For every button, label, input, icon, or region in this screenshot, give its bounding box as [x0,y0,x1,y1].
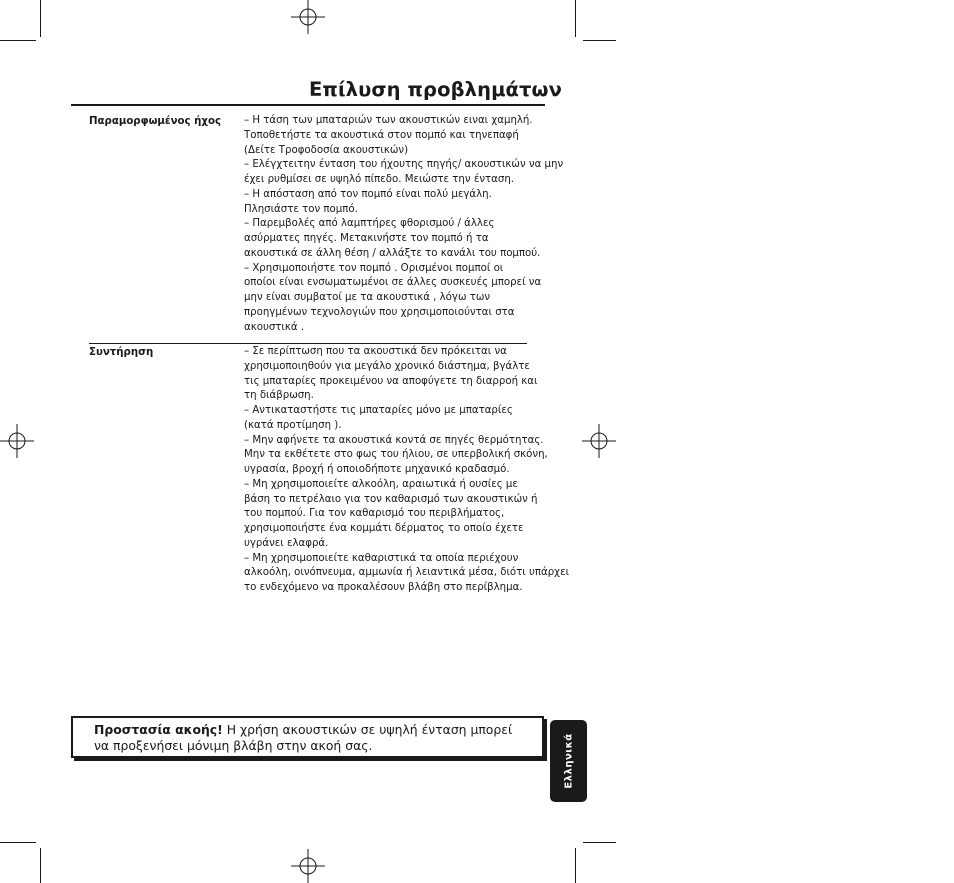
body-line: του πομπού. Για τον καθαρισμό του περιβλήματος, [244,508,505,520]
hearing-safety-line-1: Η χρήση ακουστικών σε υψηλή ένταση μπορεί [222,722,513,737]
crop-mark [40,848,41,883]
crop-mark [575,848,576,883]
body-line: αλκοόλη, οινόπνευμα, αμμωνία ή λειαντικά μέσα, διότι υπάρχει [244,567,570,579]
crop-mark [40,0,41,37]
body-line: – Παρεμβολές από λαμπτήρες φθορισμού / άλλες [244,218,495,230]
body-line: – Αντικαταστήστε τις μπαταρίες μόνο με μπαταρίες [244,405,513,416]
body-line: – Μη χρησιμοποιείτε αλκοόλη, αραιωτικά ή ουσίες με [244,478,518,490]
body-line: οποίοι είναι ενσωματωμένοι σε άλλες συσκευές μπορεί να [244,277,542,289]
crop-mark [0,40,36,41]
crop-mark [575,0,576,37]
hearing-safety-text [94,722,512,754]
title-divider [71,104,545,106]
body-line: μην είναι συμβατοί με τα ακουστικά , λόγω των [244,292,491,303]
crop-mark [0,842,36,843]
body-line: χρησιμοποιηθούν για μεγάλο χρονικό διάστημα, βγάλτε [244,360,530,372]
body-line: το ενδεχόμενο να προκαλέσουν βλάβη στο περίβλημα. [244,582,523,593]
body-line: υγρασία, βροχή ή οποιοδήποτε μηχανικό κραδασμό. [244,464,510,475]
body-line: Τοποθετήστε τα ακουστικά στον πομπό και τηνεπαφή [244,129,519,141]
section-body-maintenance [244,345,570,596]
hearing-safety-line-2: να προξενήσει μόνιμη βλάβη στην ακοή σας. [94,738,373,753]
hearing-safety-heading: Προστασία ακοής! [94,722,223,737]
body-line: ακουστικά . [244,321,305,333]
body-line: τη διάβρωση. [244,390,314,402]
section-label-maintenance: Συντήρηση [89,347,154,358]
body-line: ακουστικά σε άλλη θέση / αλλάξτε το κανάλι του πομπού. [244,247,541,259]
body-line: (Δείτε Τροφοδοσία ακουστικών) [244,144,409,156]
hearing-safety-note [71,716,544,758]
section-body-distorted-sound [244,114,564,335]
body-line: προηγμένων τεχνολογιών που χρησιμοποιούνται στα [244,306,515,318]
page-title: Επίλυση προβλημάτων [309,78,562,101]
body-line: (κατά προτίμηση ). [244,419,342,431]
body-line: έχει ρυθμίσει σε υψηλό πίπεδο. Μειώστε την ένταση. [244,174,515,185]
body-line: – Η απόσταση από τον πομπό είναι πολύ μεγάλη. [244,188,492,200]
registration-mark-icon [291,0,325,34]
body-line: υγράνει ελαφρά. [244,537,329,549]
body-line: ασύρματες πηγές. Μετακινήστε τον πομπό ή τα [244,233,489,244]
body-line: βάση το πετρέλαιο για τον καθαρισμό των ακουστικών ή [244,493,538,505]
body-line: – Μην αφήνετε τα ακουστικά κοντά σε πηγές θερμότητας. [244,434,544,446]
body-line: Πλησιάστε τον πομπό. [244,203,358,215]
body-line: – Σε περίπτωση που τα ακουστικά δεν πρόκειται να [244,346,507,357]
registration-mark-icon [291,849,325,883]
registration-mark-icon [582,424,616,458]
body-line: – Η τάση των μπαταριών των ακουστικών ειναι χαμηλή. [244,115,533,126]
body-line: – Χρησιμοποιήστε τον πομπό . Ορισμένοι πομποί οι [244,262,504,274]
section-label-distorted-sound: Παραμορφωμένος ήχος [89,116,221,127]
registration-mark-icon [0,424,34,458]
crop-mark [583,842,616,843]
body-line: χρησιμοποιήστε ένα κομμάτι δέρματος το οποίο έχετε [244,523,524,534]
language-tab-label: Ελληνικά [563,733,574,789]
body-line: – Ελέγχτειτην ένταση του ήχουτης πηγής/ ακουστικών να μην [244,159,564,171]
body-line: τις μπαταρίες προκειμένου να αποφύγετε τη διαρροή και [244,375,538,387]
body-line: – Μη χρησιμοποιείτε καθαριστικά τα οποία περιέχουν [244,552,519,564]
body-line: Μην τα εκθέτετε στο φως του ήλιου, σε υπερβολική σκόνη, [244,449,548,461]
crop-mark [583,40,616,41]
language-tab [550,720,587,802]
section-divider [89,343,527,344]
